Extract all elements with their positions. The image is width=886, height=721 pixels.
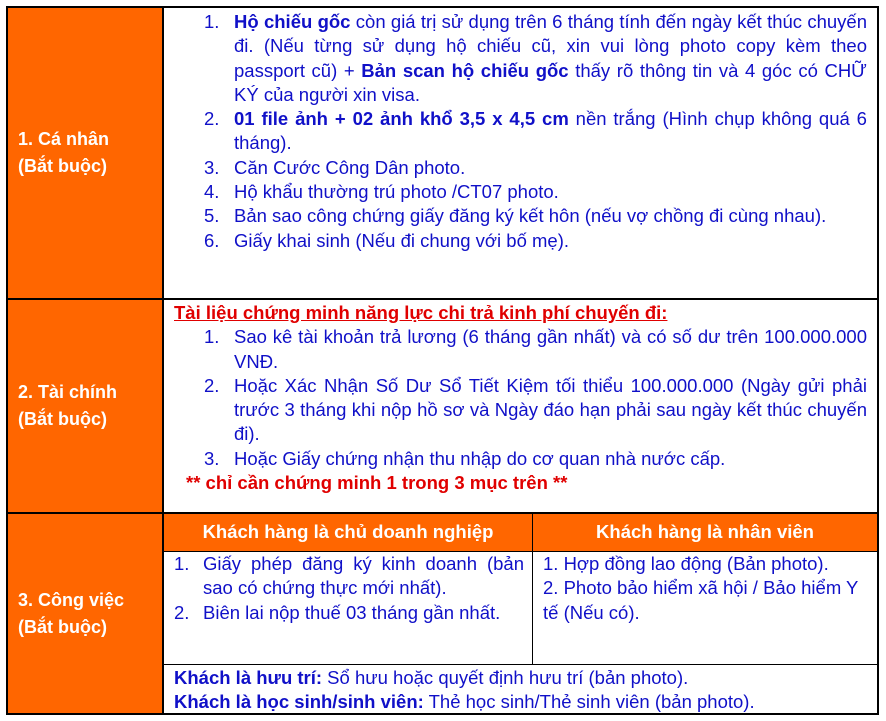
item-number: 6. <box>204 229 220 251</box>
list-item <box>164 107 877 156</box>
item-text: Hoặc Xác Nhận Số Dư Sổ Tiết Kiệm tối thiểu 100.000.000 (Ngày gửi phải trước 3 tháng khi nộp hồ sơ và Ngày đáo hạn phải sau ngày kết thúc chuyến đi). <box>234 374 867 445</box>
list-item <box>164 447 877 471</box>
work-subheader <box>164 514 877 552</box>
item-bold-text: Bản scan hộ chiếu gốc <box>361 59 569 81</box>
item-number: 4. <box>204 181 220 203</box>
business-owner-header: Khách hàng là chủ doanh nghiệp <box>164 514 533 551</box>
visa-requirements-table <box>6 6 879 715</box>
retired-label: Khách là hưu trí: <box>174 667 323 688</box>
item-text: Căn Cước Công Dân photo. <box>234 156 466 178</box>
list-item <box>164 229 877 253</box>
item-text: Hoặc Giấy chứng nhận thu nhập do cơ quan nhà nước cấp. <box>234 447 726 469</box>
item-number: 1. <box>204 11 220 32</box>
item-text: Hộ khẩu thường trú photo /CT07 photo. <box>234 181 559 203</box>
student-text: Thẻ học sinh/Thẻ sinh viên (bản photo). <box>423 691 755 713</box>
item-text: Biên lai nộp thuế 03 tháng gần nhất. <box>203 601 501 623</box>
item-text: Bản sao công chứng giấy đăng ký kết hôn (nếu vợ chồng đi cùng nhau). <box>234 205 827 227</box>
list-item <box>164 180 877 204</box>
section-work <box>8 512 877 713</box>
list-item <box>164 156 877 180</box>
item-number: 2. <box>204 374 220 396</box>
section-label-finance <box>8 300 164 512</box>
finance-note: ** chỉ cần chứng minh 1 trong 3 mục trên ** <box>186 472 568 494</box>
list-item <box>164 204 877 228</box>
employee-cell <box>533 551 877 664</box>
section-title: 3. Công việc <box>18 589 125 610</box>
item-number: 2. <box>204 108 220 130</box>
work-subcells <box>164 551 877 665</box>
employee-item: 2. Photo bảo hiểm xã hội / Bảo hiểm Y tế (Nếu có). <box>543 577 859 623</box>
student-row <box>174 690 877 714</box>
item-number: 3. <box>204 447 220 469</box>
employee-header: Khách hàng là nhân viên <box>596 521 814 543</box>
section-required-tag: (Bắt buộc) <box>18 616 107 637</box>
section-content-work <box>164 514 877 713</box>
item-number: 5. <box>204 205 220 227</box>
business-owner-cell <box>164 551 533 664</box>
section-finance <box>8 298 877 512</box>
section-title: 1. Cá nhân <box>18 129 110 149</box>
finance-heading: Tài liệu chứng minh năng lực chi trả kinh phí chuyến đi: <box>174 302 668 323</box>
section-personal <box>8 8 877 298</box>
other-customer-types <box>164 665 877 713</box>
employee-item: 1. Hợp đồng lao động (Bản photo). <box>543 553 829 574</box>
section-required-tag: (Bắt buộc) <box>18 409 107 429</box>
list-item <box>164 601 532 625</box>
retired-text: Sổ hưu hoặc quyết định hưu trí (bản photo). <box>322 667 689 688</box>
item-bold-text: 01 file ảnh + 02 ảnh khổ 3,5 x 4,5 cm <box>234 108 569 130</box>
list-item <box>164 374 877 447</box>
item-text: còn giá trị sử dụng trên 6 tháng tính đến ngày kết thúc chuyến đi. (Nếu từng sử dụng hộ chiếu cũ, xin vui lòng photo copy kèm theo passport cũ) + <box>234 11 868 81</box>
list-item <box>164 10 877 107</box>
item-text: Giấy khai sinh (Nếu đi chung với bố mẹ). <box>234 229 570 251</box>
item-number: 3. <box>204 156 220 178</box>
student-label: Khách là học sinh/sinh viên: <box>174 691 424 713</box>
item-text: Sao kê tài khoản trả lương (6 tháng gần nhất) và có số dư trên 100.000.000 VNĐ. <box>234 326 867 372</box>
item-number: 1. <box>174 553 190 574</box>
item-text: Giấy phép đăng ký kinh doanh (bản sao có chứng thực mới nhất). <box>203 553 524 599</box>
section-label-personal <box>8 8 164 298</box>
section-content-finance <box>164 300 877 512</box>
list-item <box>164 325 877 374</box>
item-number: 1. <box>204 326 220 348</box>
item-text: thấy rõ thông tin và 4 góc có CHỮ KÝ của người xin visa. <box>234 59 867 105</box>
list-item <box>164 552 532 601</box>
retired-row <box>174 666 877 690</box>
item-number: 2. <box>174 601 190 623</box>
section-content-personal <box>164 8 877 298</box>
section-required-tag: (Bắt buộc) <box>18 156 107 176</box>
section-title: 2. Tài chính <box>18 382 118 402</box>
item-bold-text: Hộ chiếu gốc <box>234 11 351 32</box>
section-label-work <box>8 514 164 713</box>
item-text: nền trắng (Hình chụp không quá 6 tháng). <box>234 108 867 154</box>
